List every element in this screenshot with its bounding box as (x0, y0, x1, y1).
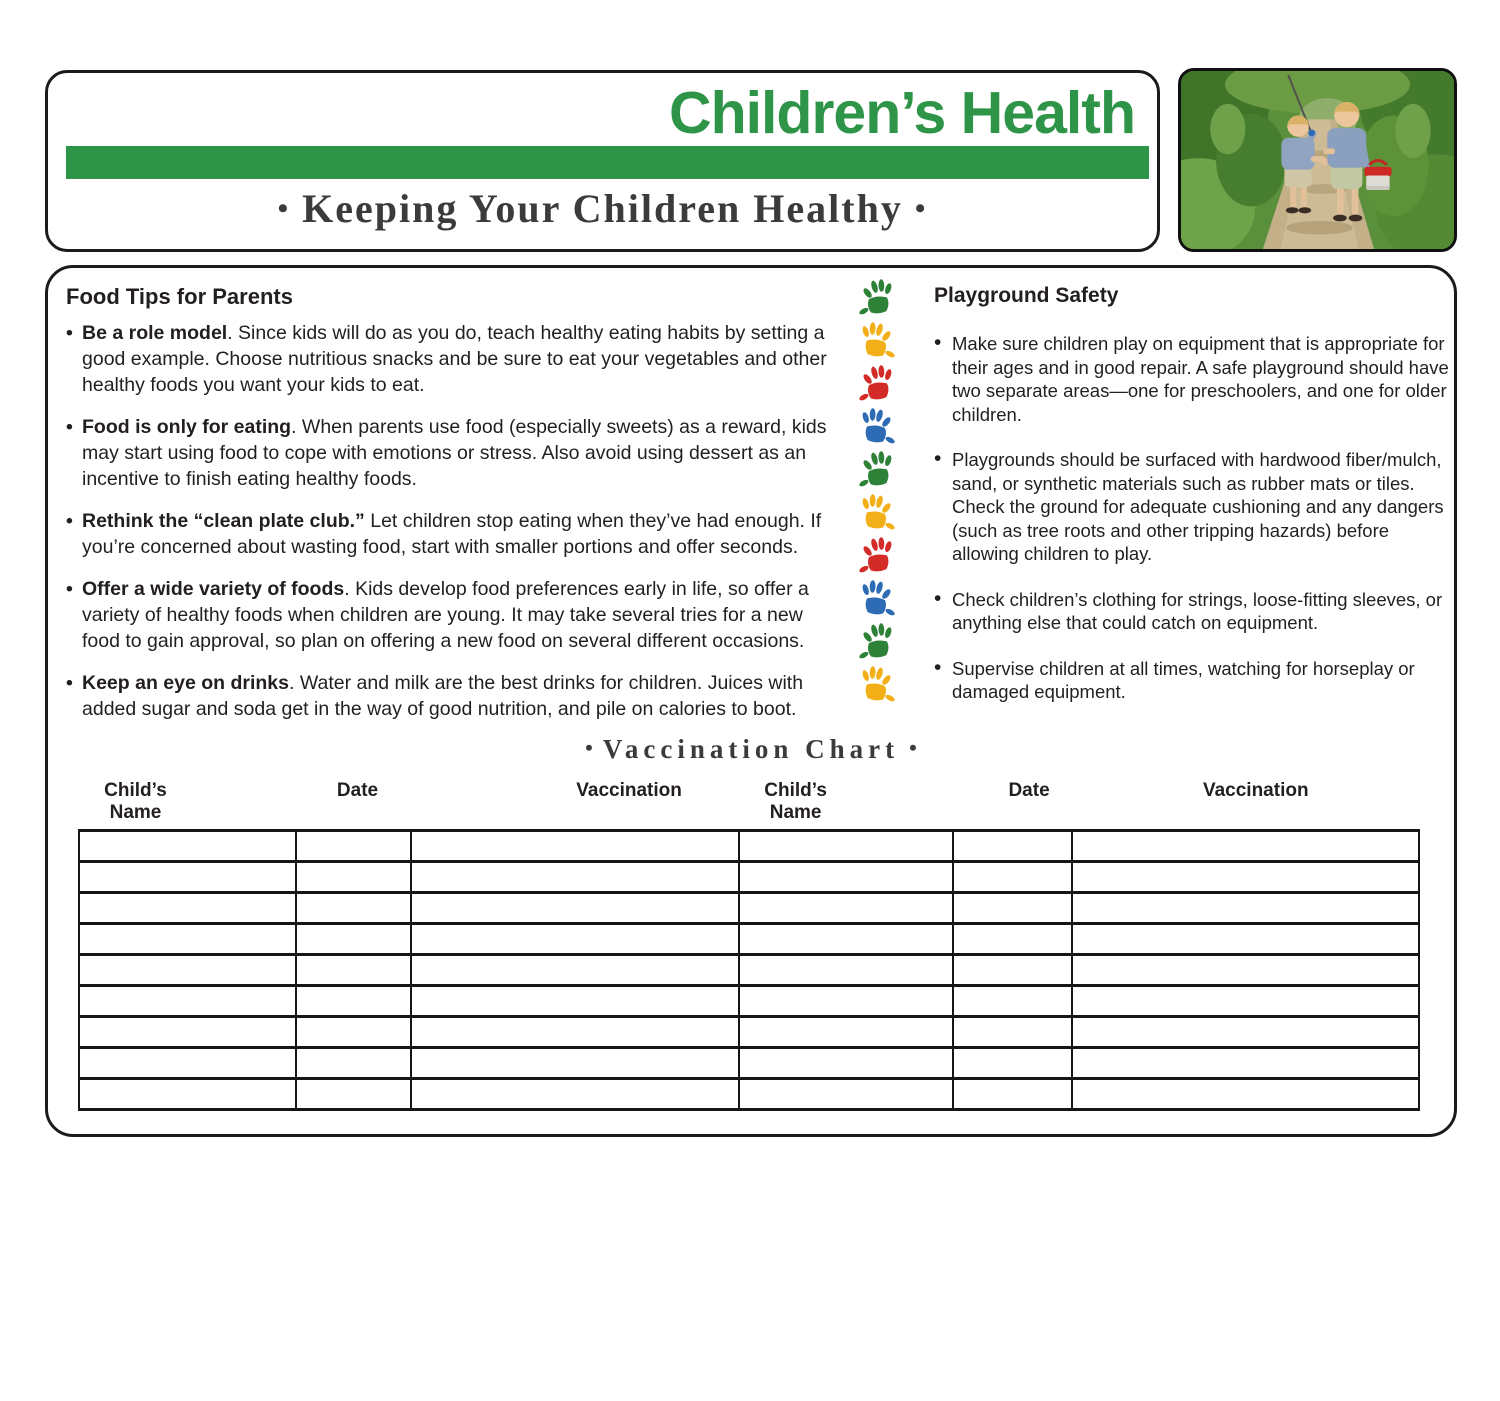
playground-item: • Check children’s clothing for strings, loose-fitting sleeves, or anything else that could catch on equipment. (934, 588, 1459, 635)
vaccination-table-cell (79, 1079, 296, 1110)
vaccination-table-cell (411, 1079, 740, 1110)
playground-safety-section (934, 284, 1459, 726)
vaccination-table-cell (296, 955, 411, 986)
column-header-label: Vaccination (576, 780, 682, 801)
page-title: Children’s Health (668, 80, 1135, 146)
vaccination-table-cell (411, 893, 740, 924)
vaccination-table-cell (739, 1048, 953, 1079)
vaccination-table-cell (411, 1017, 740, 1048)
column-header-label: Date (336, 780, 379, 801)
food-tips-section (66, 284, 834, 738)
vaccination-table-cell (953, 955, 1072, 986)
vaccination-table-cell (1072, 986, 1419, 1017)
food-tip-item (66, 414, 834, 492)
vaccination-table-cell (296, 1079, 411, 1110)
vaccination-table-row (79, 955, 1419, 986)
vaccination-table-cell (739, 831, 953, 862)
food-tip-text: . When parents use food (especially sweets) as a reward, kids may start using food to cope with emotions or stress. Also avoid using dessert as an incentive to finish eating healthy foods. (82, 416, 827, 490)
blue-handprint-icon (848, 407, 906, 447)
vaccination-table-cell (953, 862, 1072, 893)
food-tip-lead: Rethink the “clean plate club.” (82, 510, 365, 532)
column-header-label: Vaccination (1202, 780, 1309, 801)
vax-title-bullet-icon: • (909, 735, 917, 760)
yellow-handprint-icon (848, 321, 906, 361)
vaccination-table-row (79, 831, 1419, 862)
vaccination-table-cell (411, 955, 740, 986)
food-tip-item (66, 670, 834, 722)
playground-heading: Playground Safety (934, 284, 1119, 307)
vaccination-table-cell (953, 831, 1072, 862)
vaccination-table-cell (953, 1079, 1072, 1110)
food-tip-text: . Since kids will do as you do, teach healthy eating habits by setting a good example. Choose nutritious snacks and be sure to eat your vegetables and other healthy foods you want your kids to eat. (82, 322, 827, 396)
vaccination-chart-title (48, 734, 1454, 765)
red-handprint-icon (848, 536, 906, 576)
vaccination-table-cell (79, 862, 296, 893)
vaccination-table-cell (79, 1017, 296, 1048)
vaccination-table-cell (953, 893, 1072, 924)
yellow-handprint-icon (848, 493, 906, 533)
vaccination-table-cell (411, 862, 740, 893)
food-tip-text: . Water and milk are the best drinks for children. Juices with added sugar and soda get in the way of good nutrition, and pile on calories to boot. (82, 672, 804, 720)
vaccination-table-cell (411, 924, 740, 955)
subtitle-bullet-icon: • (277, 192, 291, 225)
food-tips-list (66, 320, 834, 722)
vaccination-table-cell (1072, 862, 1419, 893)
vaccination-table-cell (1072, 831, 1419, 862)
green-bar-divider (66, 146, 1149, 179)
vaccination-table-row (79, 1048, 1419, 1079)
vax-title-bullet-icon: • (585, 735, 593, 760)
vaccination-table-body (79, 831, 1419, 1110)
vaccination-table-cell (79, 893, 296, 924)
food-tip-lead: Food is only for eating (82, 416, 292, 438)
vaccination-table-cell (1072, 1079, 1419, 1110)
vaccination-table-cell (739, 924, 953, 955)
vaccination-table-cell (411, 831, 740, 862)
yellow-handprint-icon (848, 665, 906, 705)
vaccination-table-cell (739, 893, 953, 924)
vaccination-table-row (79, 862, 1419, 893)
vaccination-table-cell (79, 986, 296, 1017)
content-panel (45, 265, 1457, 1137)
vaccination-table-cell (953, 1017, 1072, 1048)
header-banner (45, 70, 1160, 252)
vaccination-table-cell (953, 986, 1072, 1017)
vaccination-table-cell (296, 862, 411, 893)
vaccination-table-cell (739, 1079, 953, 1110)
vaccination-table-cell (296, 1048, 411, 1079)
vaccination-chart (78, 780, 1420, 1111)
food-tip-lead: Keep an eye on drinks (82, 672, 289, 694)
vaccination-table-row (79, 893, 1419, 924)
food-tip-text: . Kids develop food preferences early in life, so offer a variety of healthy foods when children are young. It may take several tries for a new food to gain approval, so plan on offering a new food on several different occasions. (82, 578, 809, 652)
food-tip-item (66, 508, 834, 560)
vaccination-table-cell (79, 955, 296, 986)
food-tip-lead: Offer a wide variety of foods (82, 578, 345, 600)
column-header-label: Child’s Name (104, 780, 167, 823)
vaccination-table-cell (1072, 924, 1419, 955)
vaccination-table-cell (739, 862, 953, 893)
playground-item: • Make sure children play on equipment that is appropriate for their ages and in good repair. A safe playground should have two separate areas—one for preschoolers, and one for older children. (934, 332, 1459, 426)
vaccination-table-cell (1072, 1048, 1419, 1079)
column-header-label: Date (1008, 780, 1050, 801)
green-handprint-icon (848, 450, 906, 490)
vaccination-table-cell (411, 986, 740, 1017)
food-tip-item (66, 320, 834, 398)
vaccination-table-cell (1072, 1017, 1419, 1048)
vaccination-table-cell (739, 955, 953, 986)
vaccination-table-cell (1072, 955, 1419, 986)
vaccination-table-cell (296, 831, 411, 862)
food-tips-heading: Food Tips for Parents (66, 284, 293, 309)
food-tip-item (66, 576, 834, 654)
page-subtitle (48, 185, 1157, 232)
vaccination-table-cell (79, 1048, 296, 1079)
handprints-column (848, 278, 910, 705)
vaccination-table-row (79, 924, 1419, 955)
vax-title-text: Vaccination Chart (602, 734, 900, 764)
column-header-label: Child’s Name (764, 780, 827, 823)
playground-item: • Playgrounds should be surfaced with hardwood fiber/mulch, sand, or synthetic materials such as rubber mats or tiles. Check the ground for adequate cushioning and any dangers (such as tree roots and other tripping hazards) before allowing children to play. (934, 448, 1459, 566)
vaccination-table-cell (953, 1048, 1072, 1079)
vaccination-table-cell (296, 986, 411, 1017)
photo-boys-walking (1178, 68, 1457, 252)
vaccination-table-cell (79, 831, 296, 862)
vaccination-table-row (79, 1079, 1419, 1110)
vaccination-table-cell (79, 924, 296, 955)
vaccination-table-cell (411, 1048, 740, 1079)
vaccination-table-cell (296, 924, 411, 955)
vaccination-table-cell (296, 893, 411, 924)
blue-handprint-icon (848, 579, 906, 619)
photo-illustration (1181, 71, 1454, 249)
vaccination-table-cell (296, 1017, 411, 1048)
vaccination-table-row (79, 1017, 1419, 1048)
vaccination-table-row (79, 986, 1419, 1017)
green-handprint-icon (848, 278, 906, 318)
subtitle-text: Keeping Your Children Healthy (302, 186, 903, 231)
subtitle-bullet-icon: • (914, 192, 928, 225)
food-tip-lead: Be a role model (82, 322, 228, 344)
playground-list (934, 332, 1459, 704)
vaccination-table-cell (739, 1017, 953, 1048)
red-handprint-icon (848, 364, 906, 404)
green-handprint-icon (848, 622, 906, 662)
vaccination-table-cell (953, 924, 1072, 955)
vaccination-table-cell (1072, 893, 1419, 924)
food-tip-text: Let children stop eating when they’ve had enough. If you’re concerned about wasting food, start with smaller portions and offer seconds. (82, 510, 822, 558)
vaccination-column-headers (78, 780, 1420, 824)
vaccination-table-cell (739, 986, 953, 1017)
playground-item: • Supervise children at all times, watching for horseplay or damaged equipment. (934, 657, 1459, 704)
vaccination-table (78, 829, 1420, 1111)
